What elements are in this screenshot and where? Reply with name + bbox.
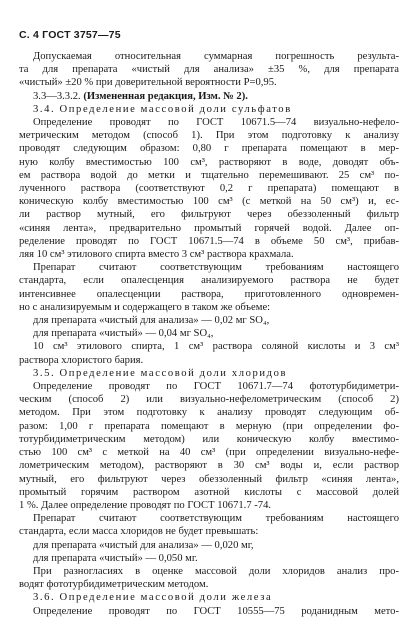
text-line: но с анализируемым и содержащего в таком же объеме: [19,301,271,313]
section-heading: 3.6. Определение массовой доли железа [33,592,273,604]
text-line: метрическим методом (способ 1). При этом подготовку к анализу [19,130,399,142]
text-line: ную колбу вместимостью 100 см³, растворяют в воде, доводят объ- [19,156,399,168]
text-line: 1 %. Далее определение проводят по ГОСТ 10671.7 -74. [19,499,272,511]
section-heading: 3.5. Определение массовой доли хлоридов [33,367,288,379]
text-line: 3.3—3.3.2. (Измененная редакция, Изм. № 2). [33,90,248,102]
text-line: При разногласиях в оценке массовой доли хлоридов анализ про- [33,565,399,577]
text-line: стандарта, если масса хлоридов не будет превышать: [19,526,259,538]
text-line: ем раствора водой до метки и тщательно перемешивают. 25 см³ по- [19,169,399,181]
text-line: для препарата «чистый для анализа» — 0,02 мг SO₄, [33,315,270,327]
text-line: стью 100 см³ с меткой на 40 см³ (при определении визуально-нефе- [19,447,399,459]
text-line: Препарат считают соответствующим требованиям настоящего [33,513,399,525]
text-line: стандарта, если опалесценция анализируемого раствора не будет [19,275,399,287]
text-line: промытый горячим раствором азотной кислоты с массовой долей [19,486,399,498]
text-line: Препарат считают соответствующим требованиям настоящего [33,262,399,274]
text-line: мутный, его фильтруют через обеззоленный фильтр «синяя лента», [19,473,399,485]
amendment-note: (Измененная редакция, Изм. № 2). [83,90,248,102]
text-line: та для препарата «чистый для анализа» ±35 %, для препарата [19,64,399,76]
text-line: для препарата «чистый» — 0,050 мг. [33,552,198,564]
text-line: для препарата «чистый» — 0,04 мг SO₄, [33,328,214,340]
section-heading: 3.4. Определение массовой доли сульфатов [33,103,292,115]
text-line: тотурбидиметрическим методом) или коническую колбу вместимо- [19,433,399,445]
text-line: «синяя лента», предварительно промытый горячей водой. Далее оп- [19,222,399,234]
text-line: ли раствор мутный, его фильтруют через обеззоленный фильтр [19,209,399,221]
text-line: для препарата «чистый для анализа» — 0,020 мг, [33,539,254,551]
body-text [19,50,399,618]
page-header: С. 4 ГОСТ 3757—75 [19,29,121,41]
text-line: Определение проводят по ГОСТ 10555—75 роданидным мето- [33,605,399,617]
text-line: разом: 1,00 г препарата помещают в мерную (при определении фо- [19,420,399,432]
text-line: Допускаемая относительная суммарная погрешность результа- [33,51,399,62]
text-line: Определение проводят по ГОСТ 10671.5—74 визуально-нефело- [33,117,399,129]
text-line: водят фототурбидиметрическим методом. [19,579,209,591]
text-line: лометрическим методом), растворяют в 30 см³ воды и, если раствор [19,460,399,472]
text-line: методом. При этом подготовку к анализу проводят следующим об- [19,407,399,419]
text-line: лученного раствора (соответствуют 0,2 г препарата) помещают в [19,183,399,195]
text-line: коническую колбу вместимостью 100 см³ (с меткой на 50 см³) и, ес- [19,196,399,208]
text-line: ляя 10 см³ этилового спирта вместо 3 см³ раствора крахмала. [19,249,294,261]
text-line: интенсивнее опалесценции раствора, приготовленного одновремен- [19,288,399,300]
text-line: проводят следующим образом: 0,80 г препарата помещают в мер- [19,143,399,155]
text-line: ределение проводят по ГОСТ 10671.5—74 в объеме 50 см³, прибав- [19,235,399,247]
text-line: «чистый» ±20 % при доверительной вероятности P=0,95. [19,77,277,89]
text-line: раствора хлористого бария. [19,354,144,366]
text-line: 10 см³ этилового спирта, 1 см³ раствора соляной кислоты и 3 см³ [33,341,399,353]
text-line: Определение проводят по ГОСТ 10671.7—74 фототурбидиметри- [33,381,399,393]
text-line: ческим (способ 2) или визуально-нефелометрическим (способ 2) [19,394,399,406]
